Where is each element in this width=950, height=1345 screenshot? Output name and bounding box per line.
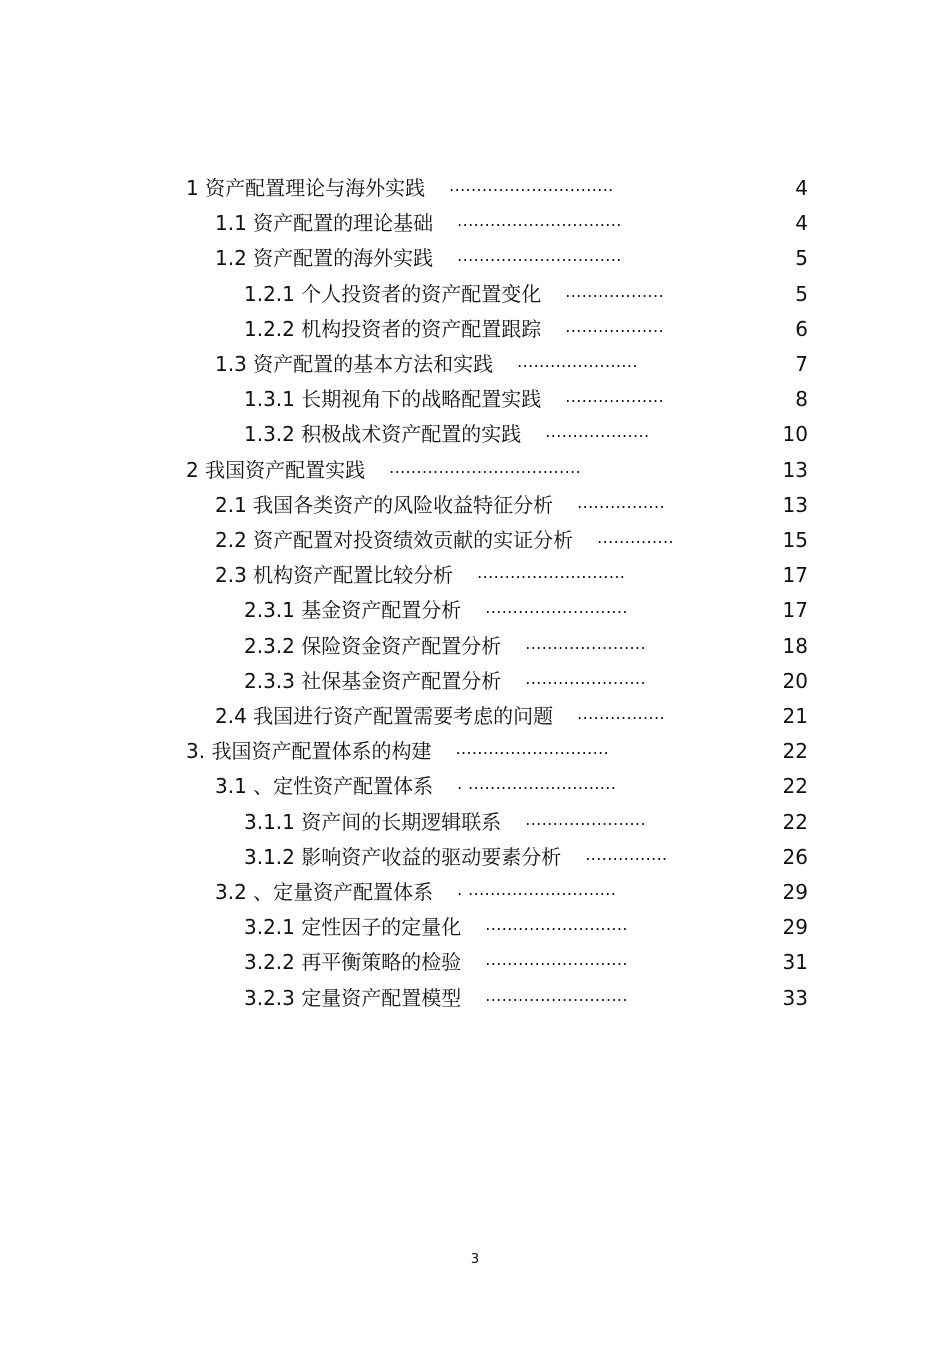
toc-entry-title: 2.4 我国进行资产配置需要考虑的问题 xyxy=(215,704,554,728)
toc-entry-leader-dots: ................ xyxy=(577,492,665,512)
toc-entry-title: 2.3.3 社保基金资产配置分析 xyxy=(244,668,502,693)
toc-entry-title: 3.2.2 再平衡策略的检验 xyxy=(244,950,462,975)
toc-entry-title: 2.3.1 基金资产配置分析 xyxy=(244,598,462,623)
toc-entry-page-number: 13 xyxy=(782,457,808,482)
toc-entry-leader-dots: .............................. xyxy=(449,176,614,195)
toc-entry-leader-dots: .................. xyxy=(565,316,664,336)
toc-entry xyxy=(0,347,950,381)
toc-entry xyxy=(0,981,950,1015)
toc-entry-title: 3.2 、定量资产配置体系 xyxy=(215,880,434,904)
toc-entry xyxy=(0,629,950,663)
toc-entry-leader-dots: . ........................... xyxy=(457,774,617,794)
toc-entry-leader-dots: .............. xyxy=(597,528,674,547)
toc-entry-leader-dots: ................................... xyxy=(389,457,582,477)
toc-entry-page-number: 18 xyxy=(782,633,808,658)
toc-entry-page-number: 22 xyxy=(782,809,808,834)
toc-entry-title: 3.1.1 资产间的长期逻辑联系 xyxy=(244,809,502,834)
toc-entry-page-number: 21 xyxy=(782,704,808,728)
toc-entry xyxy=(0,558,950,592)
toc-entry-leader-dots: ...................... xyxy=(525,668,646,688)
toc-entry-page-number: 5 xyxy=(795,246,808,271)
toc-entry-page-number: 33 xyxy=(782,985,808,1010)
toc-entry-leader-dots: ................ xyxy=(577,704,665,723)
toc-entry-leader-dots: .............................. xyxy=(457,211,622,231)
toc-entry-title: 2 我国资产配置实践 xyxy=(186,457,366,482)
toc-entry-title: 1.2.2 机构投资者的资产配置跟踪 xyxy=(244,316,542,341)
toc-entry-page-number: 20 xyxy=(782,668,808,693)
toc-entry xyxy=(0,805,950,839)
toc-entry-page-number: 6 xyxy=(795,316,808,341)
toc-entry-leader-dots: .............................. xyxy=(457,246,622,266)
toc-entry xyxy=(0,171,950,205)
toc-entry-page-number: 4 xyxy=(795,176,808,200)
toc-entry xyxy=(0,699,950,733)
toc-entry-leader-dots: .......................... xyxy=(485,950,628,970)
toc-entry-title: 3.2.3 定量资产配置模型 xyxy=(244,985,462,1010)
toc-entry-page-number: 17 xyxy=(782,563,808,588)
toc-entry-title: 1.3.1 长期视角下的战略配置实践 xyxy=(244,387,542,412)
toc-entry-leader-dots: ................... xyxy=(545,422,650,442)
toc-entry-title: 3.1.2 影响资产收益的驱动要素分析 xyxy=(244,844,562,869)
toc-entry-page-number: 29 xyxy=(782,880,808,904)
toc-entry xyxy=(0,769,950,803)
toc-entry-title: 1.1 资产配置的理论基础 xyxy=(215,211,434,236)
toc-entry-leader-dots: ...................... xyxy=(525,633,646,653)
toc-entry xyxy=(0,734,950,768)
toc-entry xyxy=(0,453,950,487)
toc-entry-title: 1.3 资产配置的基本方法和实践 xyxy=(215,352,494,376)
toc-entry xyxy=(0,241,950,275)
toc-entry-page-number: 13 xyxy=(782,492,808,517)
toc-entry-page-number: 22 xyxy=(782,739,808,764)
toc-entry-title: 1.3.2 积极战术资产配置的实践 xyxy=(244,422,522,447)
toc-entry-leader-dots: ............................ xyxy=(455,739,610,759)
toc-entry xyxy=(0,840,950,874)
toc-entry xyxy=(0,593,950,627)
toc-entry-page-number: 15 xyxy=(782,528,808,552)
footer-page-number: 3 xyxy=(470,1252,480,1267)
toc-entry-leader-dots: ...................... xyxy=(525,809,646,829)
toc-entry xyxy=(0,277,950,311)
toc-entry xyxy=(0,523,950,557)
toc-entry-title: 1.2.1 个人投资者的资产配置变化 xyxy=(244,281,542,306)
toc-entry xyxy=(0,417,950,451)
toc-entry-page-number: 26 xyxy=(782,844,808,869)
toc-entry-title: 2.1 我国各类资产的风险收益特征分析 xyxy=(215,492,554,517)
toc-entry xyxy=(0,875,950,909)
toc-entry-title: 3.1 、定性资产配置体系 xyxy=(215,774,434,799)
toc-entry xyxy=(0,382,950,416)
toc-entry-leader-dots: .......................... xyxy=(485,985,628,1005)
toc-entry-page-number: 10 xyxy=(782,422,808,447)
toc-entry xyxy=(0,312,950,346)
toc-entry-title: 3. 我国资产配置体系的构建 xyxy=(186,739,432,764)
toc-entry-title: 1.2 资产配置的海外实践 xyxy=(215,246,434,271)
toc-entry xyxy=(0,910,950,944)
toc-entry-leader-dots: .......................... xyxy=(485,598,628,618)
toc-entry-leader-dots: . ........................... xyxy=(457,880,617,899)
toc-entry xyxy=(0,664,950,698)
toc-entry-leader-dots: ...................... xyxy=(517,352,638,371)
toc-entry-leader-dots: .................. xyxy=(565,281,664,301)
toc-entry-title: 2.2 资产配置对投资绩效贡献的实证分析 xyxy=(215,528,574,552)
toc-entry-leader-dots: ........................... xyxy=(477,563,626,583)
toc-entry-page-number: 5 xyxy=(795,281,808,306)
toc-entry-leader-dots: .................. xyxy=(565,387,664,407)
toc-entry-page-number: 22 xyxy=(782,774,808,799)
toc-entry-page-number: 7 xyxy=(795,352,808,376)
toc-entry-page-number: 8 xyxy=(795,387,808,412)
toc-entry-title: 2.3.2 保险资金资产配置分析 xyxy=(244,633,502,658)
toc-entry-title: 1 资产配置理论与海外实践 xyxy=(186,176,426,200)
toc-entry xyxy=(0,488,950,522)
toc-entry-page-number: 31 xyxy=(782,950,808,975)
toc-entry-leader-dots: .......................... xyxy=(485,915,628,935)
toc-entry-page-number: 29 xyxy=(782,915,808,940)
toc-entry-title: 3.2.1 定性因子的定量化 xyxy=(244,915,462,940)
toc-entry-leader-dots: ............... xyxy=(585,844,668,864)
toc-entry-title: 2.3 机构资产配置比较分析 xyxy=(215,563,454,588)
toc-entry xyxy=(0,945,950,979)
toc-entry-page-number: 4 xyxy=(795,211,808,236)
toc-entry xyxy=(0,206,950,240)
toc-entry-page-number: 17 xyxy=(782,598,808,623)
